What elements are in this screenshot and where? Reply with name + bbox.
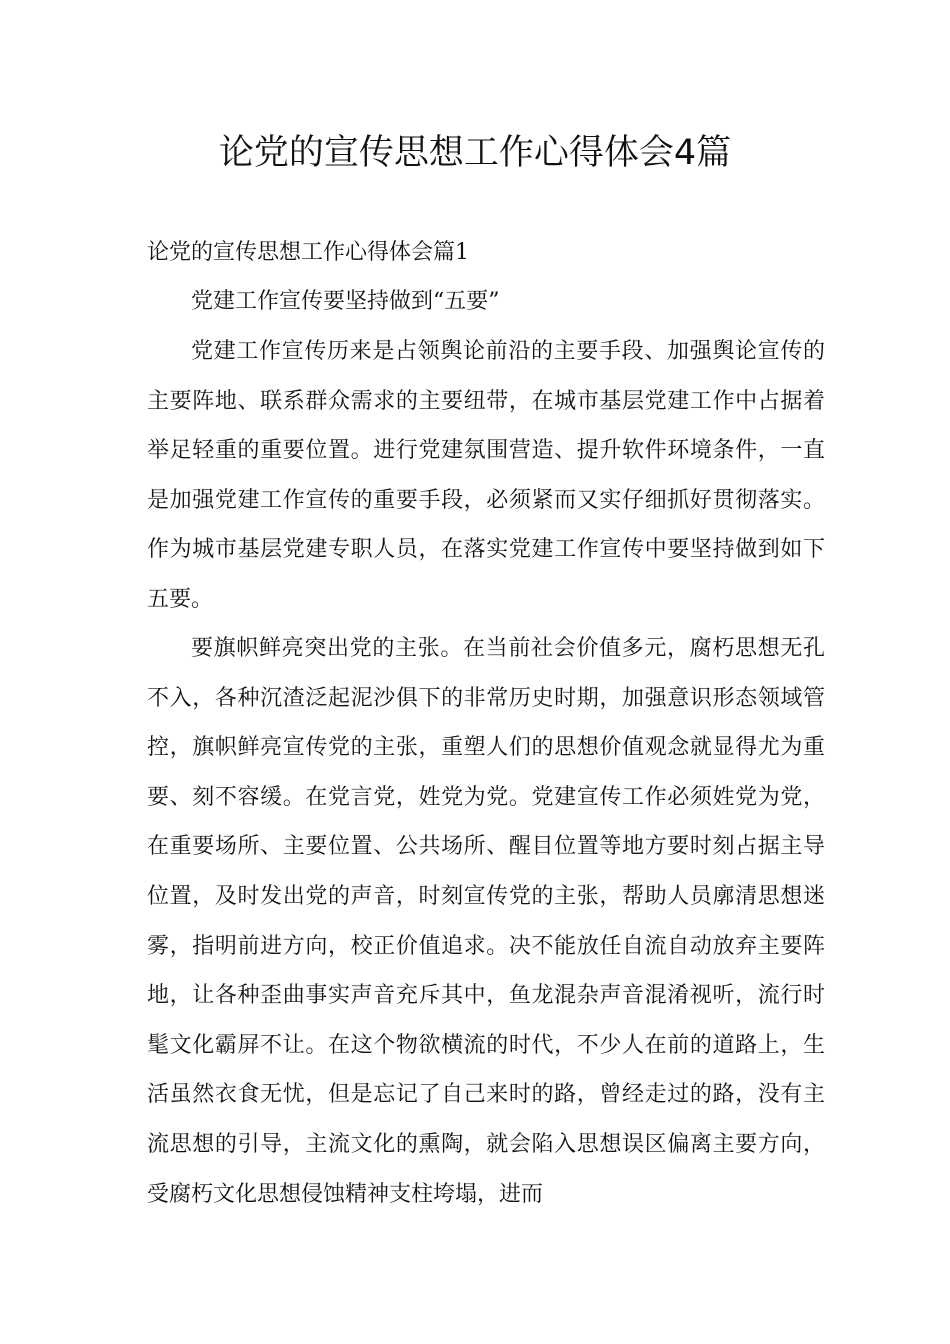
sub-heading: 党建工作宣传要坚持做到“五要” bbox=[191, 289, 500, 314]
document-title: 论党的宣传思想工作心得体会4篇 bbox=[218, 133, 732, 173]
body-paragraph: 要旗帜鲜亮突出党的主张。在当前社会价值多元，腐朽思想无孔不入，各种沉渣泛起泥沙俱下的非常历史时期，加强意识形态领域管控，旗帜鲜亮宣传党的主张，重塑人们的思想价值观念就显得尤为重要、刻不容缓。在党言党，姓党为党。党建宣传工作必须姓党为党，在重要场所、主要位置、公共场所、醒目位置等地方要时刻占据主导位置，及时发出党的声音，时刻宣传党的主张，帮助人员廓清思想迷雾，指明前进方向，校正价值追求。决不能放任自流自动放弃主要阵地，让各种歪曲事实声音充斥其中，鱼龙混杂声音混淆视听，流行时髦文化霸屏不让。在这个物欲横流的时代，不少人在前的道路上，生活虽然衣食无忧，但是忘记了自己来时的路，曾经走过的路，没有主流思想的引导，主流文化的熏陶，就会陷入思想误区偏离主要方向，受腐朽文化思想侵蚀精神支柱垮塌，进而 bbox=[147, 636, 825, 1207]
section-heading: 论党的宣传思想工作心得体会篇1 bbox=[147, 240, 469, 265]
body-paragraph: 党建工作宣传历来是占领舆论前沿的主要手段、加强舆论宣传的主要阵地、联系群众需求的主要纽带，在城市基层党建工作中占据着举足轻重的重要位置。进行党建氛围营造、提升软件环境条件，一直是加强党建工作宣传的重要手段，必须紧而又实仔细抓好贯彻落实。作为城市基层党建专职人员，在落实党建工作宣传中要坚持做到如下五要。 bbox=[147, 339, 825, 612]
